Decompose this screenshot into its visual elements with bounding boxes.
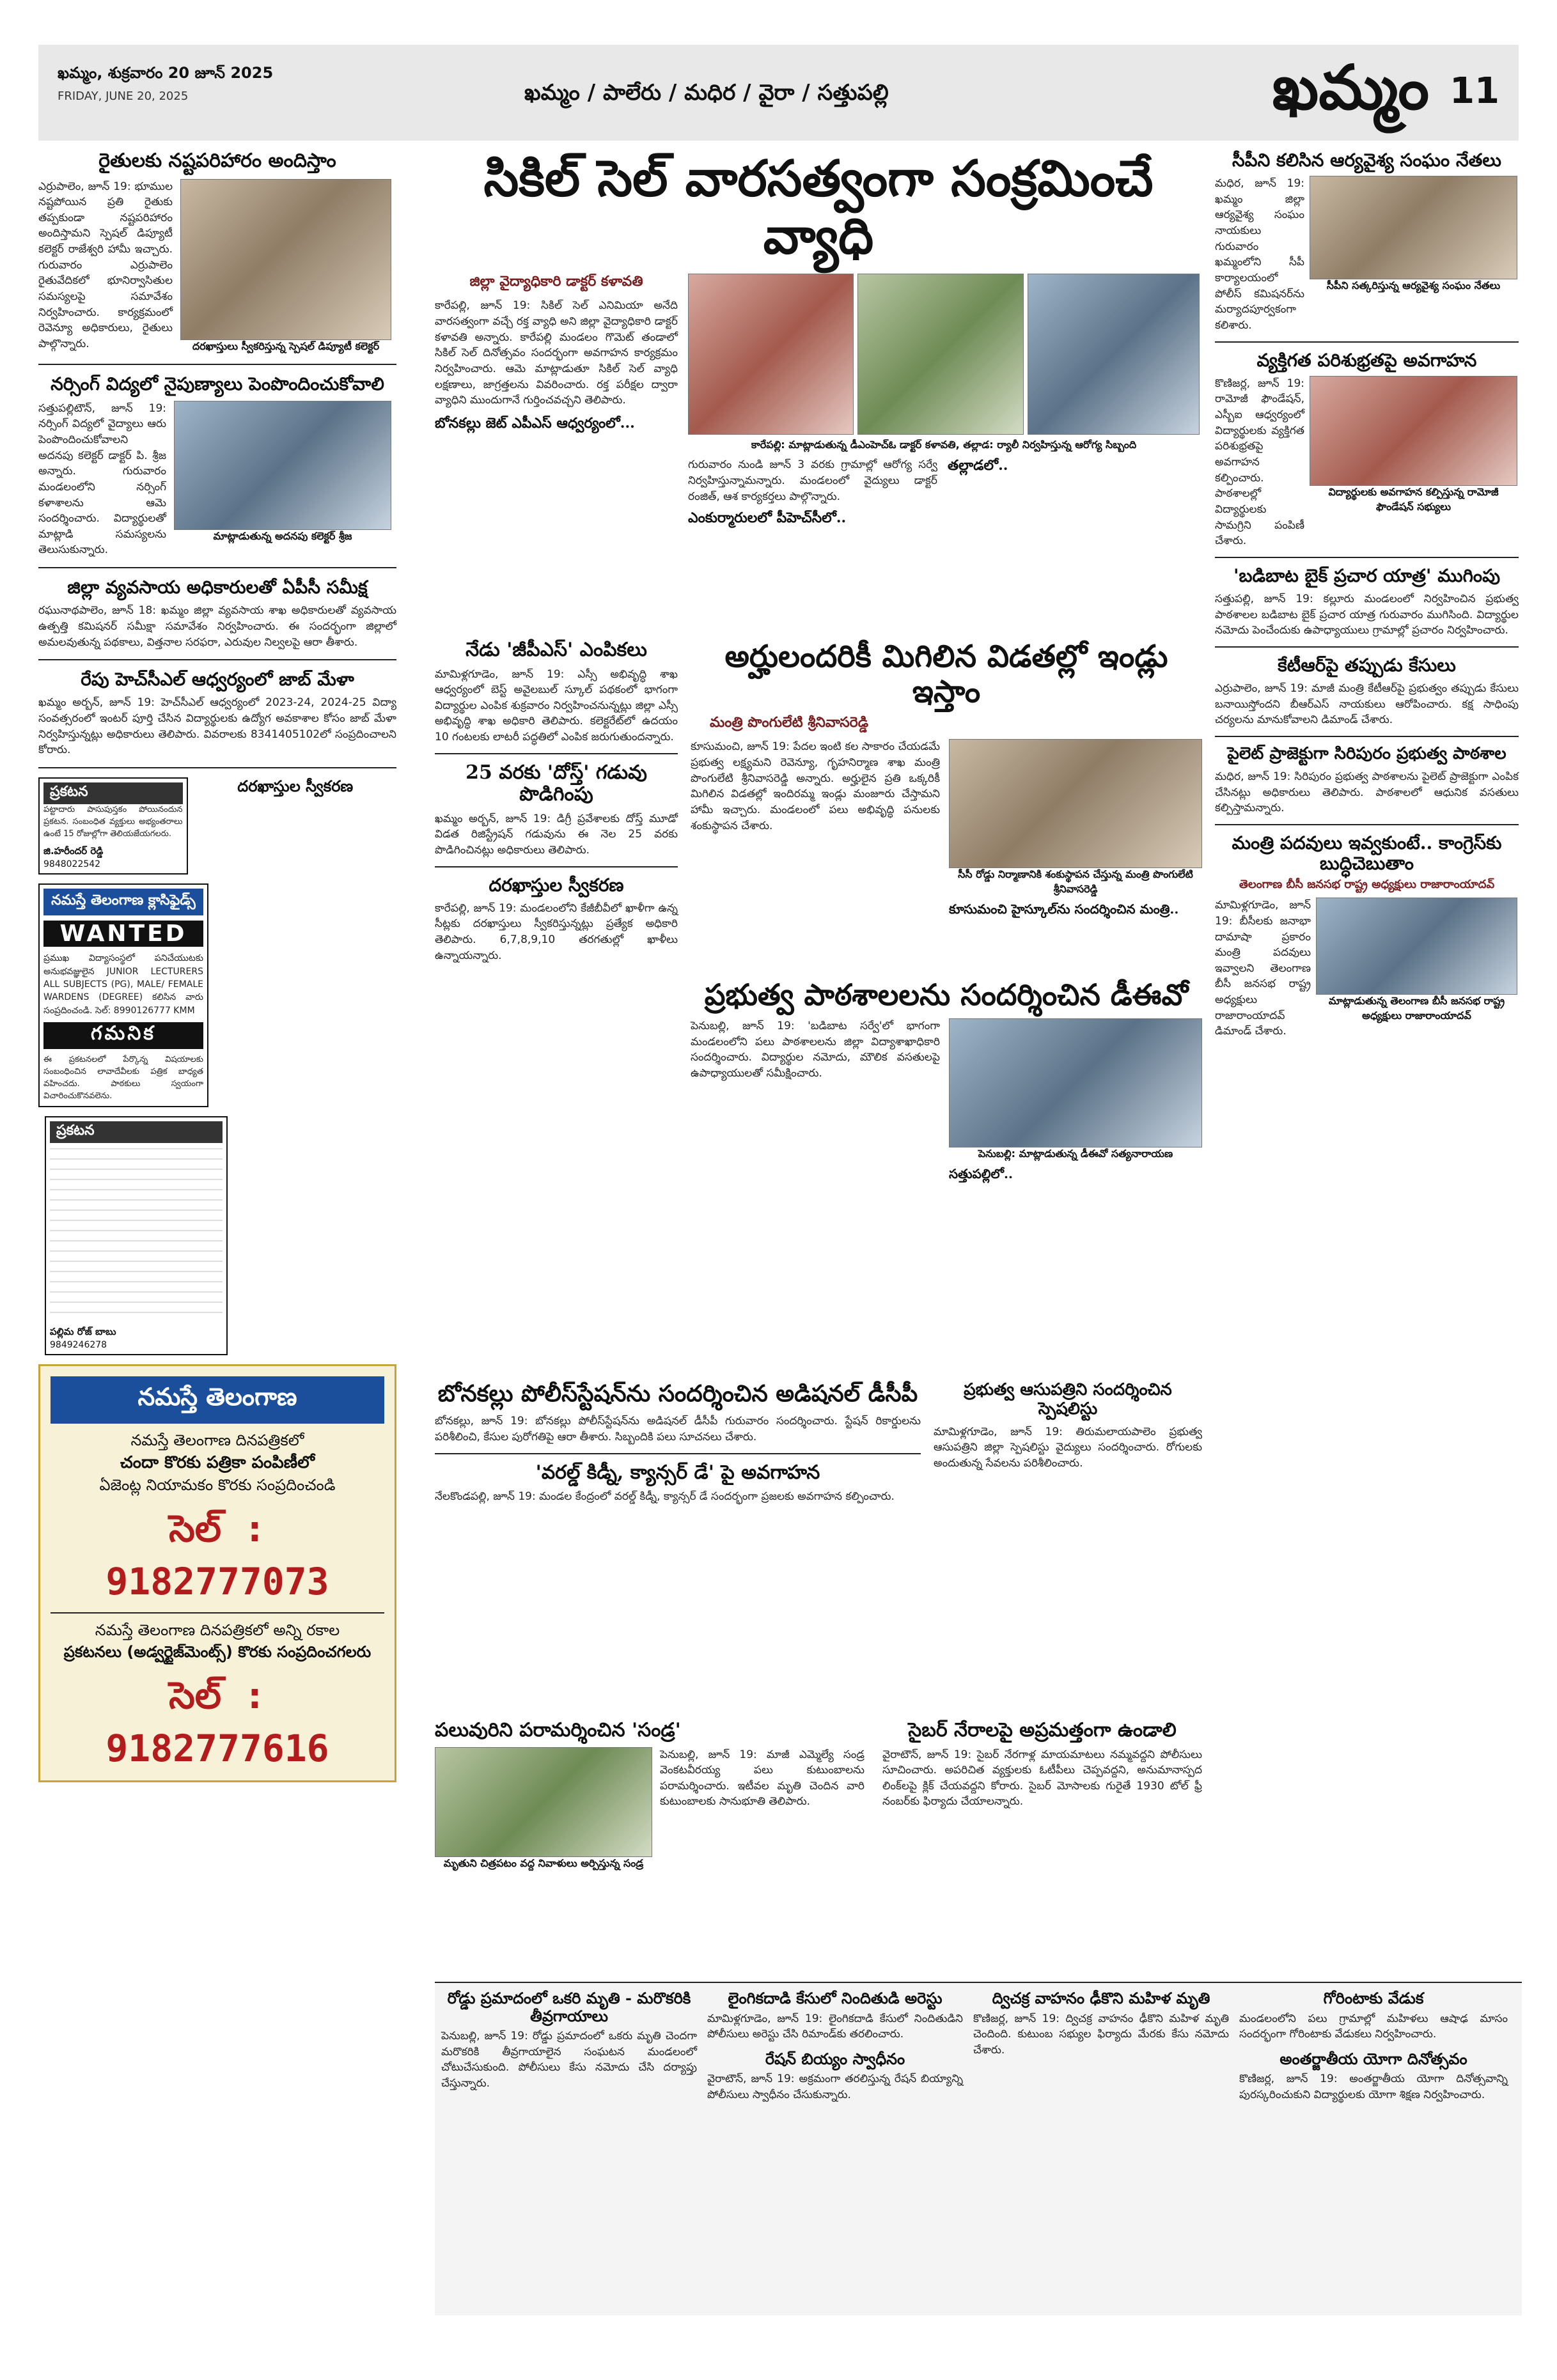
story-headline: నేడు 'జీపీఎస్' ఎంపికలు: [466, 639, 647, 661]
promo-line: నమస్తే తెలంగాణ దినపత్రికలో: [130, 1431, 304, 1450]
story-body: మామిళ్లగూడెం, జూన్ 19: బీసీలకు జనాభా దామాషా ప్రకారం మంత్రి పదవులు ఇవ్వాలని తెలంగాణ బీసీ జనసభ రాష్ట్ర అధ్యక్షులు రాజారాంయాదవ్ డిమాండ్ చేశారు.: [1215, 899, 1311, 1038]
promo-phone: సెల్ : 9182777073: [106, 1507, 329, 1604]
lead-photo: [857, 274, 1023, 435]
brief-body: వైరాటౌన్, జూన్ 19: అక్రమంగా తరలిస్తున్న రేషన్ బియ్యాన్ని పోలీసులు స్వాధీనం చేసుకున్నారు.: [707, 2073, 963, 2102]
divider: [1215, 646, 1519, 648]
legal-ad-box: [38, 777, 188, 875]
story-photo: [435, 1747, 652, 1857]
story-photo: [1310, 376, 1517, 486]
story-byline: మంత్రి పొంగులేటి శ్రీనివాసరెడ్డి: [710, 715, 868, 731]
divider: [38, 767, 396, 768]
story-headline: రైతులకు నష్టపరిహారం అందిస్తాం: [98, 150, 336, 172]
promo-brand: నమస్తే తెలంగాణ: [51, 1376, 384, 1424]
police-story: [435, 1381, 921, 1662]
story-headline: జిల్లా వ్యవసాయ అధికారులతో ఏపీసీ సమీక్ష: [67, 577, 368, 598]
lead-body: గురువారం నుండి జూన్ 3 వరకు గ్రామాల్లో ఆరోగ్య సర్వే నిర్వహిస్తున్నామన్నారు. మండలంలో వైద్యులు డాక్టర్ రంజిత్, ఆశ కార్యకర్తలు పాల్గొన్నారు.: [688, 458, 937, 503]
story-body: పెనుబల్లి, జూన్ 19: 'బడిబాట సర్వే'లో భాగంగా మండలంలోని పలు పాఠశాలలను జిల్లా విద్యాశాఖాధికారి సందర్శించారు. విద్యార్థుల నమోదు, మౌలిక వసతులపై ఉపాధ్యాయులతో సమీక్షించారు.: [691, 1019, 940, 1080]
promo-line: చందా కొరకు పత్రికా పంపిణీలో: [120, 1453, 315, 1473]
ad-phone: 9849246278: [50, 1340, 107, 1351]
legal-ad-box-2: [45, 1116, 228, 1355]
ad-label: ప్రకటన: [43, 782, 183, 804]
story-headline: బోనకల్లు పోలీస్‌స్టేషన్‌ను సందర్శించిన అడిషనల్ డీసీపీ: [437, 1380, 918, 1407]
photo-caption: మాట్లాడుతున్న తెలంగాణ బీసీ జనసభ రాష్ట్ర అధ్యక్షులు రాజారాంయాదవ్: [1328, 995, 1505, 1022]
story-body: కారేపల్లి, జూన్ 19: మండలంలోని కేజీబీవీలో ఖాళీగా ఉన్న సీట్లకు దరఖాస్తులు స్వీకరిస్తున్నట్లు ప్రత్యేక అధికారి తెలిపారు. 6,7,8,9,10 తరగతుల్లో ఖాళీలు ఉన్నాయన్నారు.: [435, 901, 678, 962]
story-headline: నర్సింగ్ విద్యలో నైపుణ్యాలు పెంపొందించుకోవాలి: [51, 373, 384, 394]
story-headline: మంత్రి పదవులు ఇవ్వకుంటే.. కాంగ్రెస్‌కు బుద్ధిచెబుతాం: [1232, 832, 1502, 875]
ad-text-block: [50, 1143, 223, 1322]
story-headline: సీపీని కలిసిన ఆర్యవైశ్య సంఘం నేతలు: [1232, 150, 1501, 171]
story-headline: పైలెట్ ప్రాజెక్టుగా సిరిపురం ప్రభుత్వ పాఠశాల: [1227, 744, 1506, 764]
brief-body: మామిళ్లగూడెం, జూన్ 19: లైంగికదాడి కేసులో నిందితుడిని పోలీసులు అరెస్టు చేసి రిమాండ్‌కు తరలించారు.: [707, 2012, 963, 2041]
story-body: మామిళ్లగూడెం, జూన్ 19: ఎస్సీ అభివృద్ధి శాఖ ఆధ్వర్యంలో బెస్ట్ అవైలబుల్ స్కూల్ పథకంలో భాగంగా విద్యార్థుల ఎంపిక శుక్రవారం నిర్వహించనున్నట్లు జిల్లా ఎస్సీ అభివృద్ధి శాఖ అధికారి తెలిపారు. కలెక్టరేట్‌లో ఉదయం 10 గంటలకు లాటరీ పద్ధతిలో ఎంపిక జరుగుతుందన్నారు.: [435, 667, 678, 744]
story-body: వైరాటౌన్, జూన్ 19: సైబర్ నేరగాళ్ల మాయమాటలు నమ్మవద్దని పోలీసులు సూచించారు. అపరిచిత వ్యక్తులకు ఓటీపీలు చెప్పవద్దని, అనుమానాస్పద లింక్‌లపై క్లిక్ చేయవద్దని కోరారు. సైబర్ మోసాలకు గురైతే 1930 టోల్ ఫ్రీ నంబర్‌కు ఫిర్యాదు చేయాలన్నారు.: [882, 1748, 1202, 1808]
divider: [51, 1612, 384, 1614]
story-body: బోనకల్లు, జూన్ 19: బోనకల్లు పోలీస్‌స్టేషన్‌ను అడిషనల్ డీసీపీ గురువారం సందర్శించారు. స్టేషన్ రికార్డులను పరిశీలించి, కేసుల పురోగతిపై ఆరా తీశారు. సిబ్బందికి పలు సూచనలు చేశారు.: [435, 1415, 921, 1444]
story-subhead: కూసుమంచి హైస్కూల్‌ను సందర్శించిన మంత్రి..: [949, 901, 1179, 917]
ad-text: పట్టాదారు పాసుపుస్తకం పోయినందున ప్రకటన. సంబంధిత వ్యక్తులు అభ్యంతరాలు ఉంటే 15 రోజుల్లోగా తెలియజేయగలరు.: [43, 804, 183, 839]
brief-headline: లైంగికదాడి కేసులో నిందితుడి అరెస్టు: [728, 1989, 943, 2007]
story-body: ఖమ్మం అర్బన్, జూన్ 19: హెచ్‌సీఎల్ ఆధ్వర్యంలో 2023-24, 2024-25 విద్యా సంవత్సరంలో ఇంటర్ పూర్తి చేసిన విద్యార్థులకు ఉద్యోగ అవకాశాల కోసం జాబ్ మేళా నిర్వహిస్తున్నట్లు అధికారులు తెలిపారు. వివరాలకు 8341405102లో సంప్రదించాలని కోరారు.: [38, 696, 396, 757]
story-photo: [180, 179, 391, 340]
story-headline: 'బడిబాట బైక్ ప్రచార యాత్ర' ముగింపు: [1233, 564, 1501, 586]
story-photo: [1316, 898, 1517, 995]
brief-headline: రేషన్ బియ్యం స్వాధీనం: [765, 2049, 905, 2068]
story-body: మధిర, జూన్ 19: సిరిపురం ప్రభుత్వ పాఠశాలను పైలెట్ ప్రాజెక్టుగా ఎంపిక చేసినట్లు అధికారులు తెలిపారు. పాఠశాలలో ఆధునిక వసతులు కల్పిస్తామన్నారు.: [1215, 770, 1519, 815]
story-headline: సైబర్ నేరాలపై అప్రమత్తంగా ఉండాలి: [908, 1719, 1177, 1741]
story-headline: దరఖాస్తుల స్వీకరణ: [489, 874, 624, 896]
lead-photo: [1028, 274, 1200, 435]
housing-story: [691, 639, 1202, 972]
header-date: ఖమ్మం, శుక్రవారం 20 జూన్ 2025: [58, 64, 274, 82]
bottom-briefs: [435, 1982, 1522, 2315]
wanted-banner: WANTED: [43, 921, 203, 947]
ad-signature: జి.హరీందర్ రెడ్డి: [43, 845, 104, 857]
story-headline: 25 వరకు 'దోస్త్' గడువు పొడిగింపు: [466, 761, 647, 806]
notice-banner: గమనిక: [43, 1022, 203, 1049]
brief-body: కొణిజర్ల, జూన్ 19: అంతర్జాతీయ యోగా దినోత్సవాన్ని పురస్కరించుకుని విద్యార్థులకు యోగా శిక్షణ నిర్వహించారు.: [1239, 2073, 1508, 2102]
photo-caption: మాట్లాడుతున్న అదనపు కలెక్టర్ శ్రీజ: [213, 529, 352, 542]
divider: [435, 753, 678, 754]
notice-text: ఈ ప్రకటనలలో పేర్కొన్న విషయాలకు సంబంధించిన లావాదేవీలకు పత్రిక బాధ్యత వహించదు. పాఠకులు స్వయంగా విచారించుకొనవలెను.: [43, 1054, 203, 1101]
story-photo: [174, 401, 391, 530]
lead-subhead: బోనకల్లు జెట్ ఎపీఎస్ ఆధ్వర్యంలో...: [435, 414, 635, 432]
cyber-story: [882, 1720, 1202, 1975]
deo-story: [691, 978, 1202, 1311]
ad-phone: 9848022542: [43, 859, 101, 870]
story-headline: రేపు హెచ్‌సీఎల్ ఆధ్వర్యంలో జాబ్ మేళా: [81, 669, 354, 690]
story-body: కూసుమంచి, జూన్ 19: పేదల ఇంటి కల సాకారం చేయడమే ప్రభుత్వ లక్ష్యమని రెవెన్యూ, గృహనిర్మాణ శాఖ మంత్రి పొంగులేటి శ్రీనివాసరెడ్డి అన్నారు. అర్హులైన ప్రతి ఒక్కరికీ మిగిలిన విడతల్లో ఇందిరమ్మ ఇండ్లు మంజూరు చేస్తామని హామీ ఇచ్చారు. మండలంలో పలు అభివృద్ధి పనులకు శంకుస్థాపన చేశారు.: [691, 740, 940, 832]
story-body: నేలకొండపల్లి, జూన్ 19: మండల కేంద్రంలో వరల్డ్ కిడ్నీ, క్యాన్సర్ డే సందర్భంగా ప్రజలకు అవగాహన కల్పించారు.: [435, 1490, 895, 1504]
story-headline: ప్రభుత్వ పాఠశాలలను సందర్శించిన డీఈవో: [704, 977, 1189, 1012]
header-date-english: FRIDAY, JUNE 20, 2025: [58, 89, 189, 103]
wanted-text: ప్రముఖ విద్యాసంస్థలో పనిచేయుటకు అనుభవజ్ఞులైన JUNIOR LECTURERS ALL SUBJECTS (PG), MALE/ FEMALE WARDENS (DEGREE) కలిసిన వారు సంప్రదించండి. సెల్: 8990126777 KMM: [43, 953, 203, 1016]
mid-left-column: [435, 639, 678, 1311]
photo-caption: దరఖాస్తులు స్వీకరిస్తున్న స్పెషల్ డిప్యూటీ కలెక్టర్: [192, 339, 380, 352]
promo-line: ప్రకటనలు (అడ్వర్టైజ్‌మెంట్స్) కొరకు సంప్రదించగలరు: [63, 1643, 372, 1661]
lead-caption: కారేపల్లి: మాట్లాడుతున్న డీఎంహెచ్ఓ డాక్టర్ కళావతి, తల్లాడ: ర్యాలీ నిర్వహిస్తున్న ఆరోగ్య సిబ్బంది: [751, 439, 1137, 451]
left-column: [38, 150, 396, 2305]
promo-line: నమస్తే తెలంగాణ దినపత్రికలో అన్ని రకాల: [95, 1621, 340, 1640]
story-headline: పలువురిని పరామర్శించిన 'సండ్ర': [435, 1719, 681, 1741]
brief-body: పెనుబల్లి, జూన్ 19: రోడ్డు ప్రమాదంలో ఒకరు మృతి చెందగా మరొకరికి తీవ్రగాయాలైన సంఘటన మండలంలో చోటుచేసుకుంది. పోలీసులు కేసు నమోదు చేసి దర్యాప్తు చేస్తున్నారు.: [441, 2030, 697, 2090]
classified-brand: నమస్తే తెలంగాణ క్లాసిఫైడ్స్: [43, 889, 203, 915]
story-body: మామిళ్లగూడెం, జూన్ 19: తిరుమలాయపాలెం ప్రభుత్వ ఆసుపత్రిని జిల్లా స్పెషలిస్టు వైద్యులు సందర్శించారు. రోగులకు అందుతున్న సేవలను పరిశీలించారు.: [934, 1425, 1202, 1470]
page-number: 11: [1450, 70, 1499, 112]
story-headline: కేటీఆర్‌పై తప్పుడు కేసులు: [1278, 654, 1456, 676]
ad-signature: పల్లిమ రోజ్ బాబు: [50, 1326, 116, 1338]
divider: [1215, 736, 1519, 737]
brief-body: మండలంలోని పలు గ్రామాల్లో మహిళలు ఆషాఢ మాసం సందర్భంగా గోరింటాకు వేడుకలు నిర్వహించారు.: [1239, 2012, 1508, 2041]
story-body: ఎర్రుపాలెం, జూన్ 19: మాజీ మంత్రి కేటీఆర్‌పై ప్రభుత్వం తప్పుడు కేసులు బనాయిస్తోందని బీఆర్‌ఎస్ నాయకులు ఆరోపించారు. కక్ష సాధింపు చర్యలను మానుకోవాలని డిమాండ్ చేశారు.: [1215, 682, 1519, 727]
sandra-story: [435, 1720, 870, 1975]
hospital-story: [934, 1381, 1202, 1662]
lead-subhead: తల్లాడలో..: [948, 457, 1008, 474]
story-body: రఘునాథపాలెం, జూన్ 18: ఖమ్మం జిల్లా వ్యవసాయ శాఖ అధికారులతో వ్యవసాయ ఉత్పత్తి కమిషనర్ సమీక్షా సమావేశం నిర్వహించారు. ఈ సందర్భంగా జిల్లాలో అమలవుతున్న పథకాలు, విత్తనాల సరఫరా, ఎరువుల నిల్వలపై ఆరా తీశారు.: [38, 604, 396, 649]
story-body: కొణిజర్ల, జూన్ 19: రామోజీ ఫౌండేషన్, ఎస్బీఐ ఆధ్వర్యంలో విద్యార్థులకు వ్యక్తిగత పరిశుభ్రతపై అవగాహన కల్పించారు. పాఠశాలల్లో విద్యార్థులకు సామగ్రిని పంపిణీ చేశారు.: [1215, 377, 1304, 548]
story-headline: వ్యక్తిగత పరిశుభ్రతపై అవగాహన: [1256, 349, 1477, 371]
story-photo: [1310, 176, 1517, 279]
promo-box: [38, 1364, 396, 1782]
story-headline: ప్రభుత్వ ఆసుపత్రిని సందర్శించిన స్పెషలిస్టు: [964, 1380, 1172, 1419]
story-body: సత్తుపల్లి, జూన్ 19: కల్లూరు మండలంలో నిర్వహించిన ప్రభుత్వ పాఠశాలల బడిబాట బైక్ ప్రచార యాత్ర గురువారం ముగిసింది. విద్యార్థుల నమోదు పెంచేందుకు ఉపాధ్యాయులు గ్రామాల్లో ప్రచారం నిర్వహించారు.: [1215, 593, 1519, 637]
right-column: [1215, 150, 1519, 1985]
photo-caption: విద్యార్థులకు అవగాహన కల్పిస్తున్న రామోజీ ఫౌండేషన్ సభ్యులు: [1328, 485, 1499, 513]
story-body: ఎర్రుపాలెం, జూన్ 19: భూముల నష్టపోయిన ప్రతి రైతుకు తప్పకుండా నష్టపరిహారం అందిస్తామని స్పెషల్ డిప్యూటీ కలెక్టర్ రాజేశ్వరి హామీ ఇచ్చారు. గురువారం ఎర్రుపాలెం రైతువేదికలో భూనిర్వాసితుల సమస్యలపై సమావేశం నిర్వహించారు. కార్యక్రమంలో రెవెన్యూ అధికారులు, రైతులు పాల్గొన్నారు.: [38, 180, 173, 350]
brief-headline: అంతర్జాతీయ యోగా దినోత్సవం: [1279, 2049, 1467, 2068]
lead-body: కారేపల్లి, జూన్ 19: సికిల్ సెల్ ఎనిమియా అనేది వారసత్వంగా వచ్చే రక్త వ్యాధి అని జిల్లా వైద్యాధికారి డాక్టర్ కళావతి అన్నారు. కారేపల్లి మండలం గొమెట్ తండాలో సికిల్ సెల్ దినోత్సవం సందర్భంగా అవగాహన కార్యక్రమం నిర్వహించారు. ఆమె మాట్లాడుతూ సికిల్ సెల్ వ్యాధి లక్షణాలు, జాగ్రత్తలను వివరించారు. రక్త పరీక్షల ద్వారా వ్యాధిని ముందుగానే గుర్తించవచ్చని తెలిపారు.: [435, 299, 678, 407]
story-body: ఖమ్మం అర్బన్, జూన్ 19: డిగ్రీ ప్రవేశాలకు దోస్త్ మూడో విడత రిజిస్ట్రేషన్ గడువును ఈ నెల 25 వరకు పొడిగించినట్లు అధికారులు తెలిపారు.: [435, 812, 678, 857]
lead-photo: [688, 274, 854, 435]
promo-line: ఏజెంట్ల నియామకం కొరకు సంప్రదించండి: [99, 1476, 336, 1495]
story-photo: [949, 739, 1202, 868]
edition-title: ఖమ్మం: [1272, 51, 1429, 123]
photo-caption: పెనుబల్లి: మాట్లాడుతున్న డీఈవో సత్యనారాయణ: [978, 1147, 1173, 1160]
divider: [1215, 557, 1519, 558]
brief-body: కొణిజర్ల, జూన్ 19: ద్విచక్ర వాహనం ఢీకొని మహిళ మృతి చెందింది. కుటుంబ సభ్యుల ఫిర్యాదు మేరకు కేసు నమోదు చేశారు.: [973, 2012, 1229, 2057]
story-headline: 'వరల్డ్ కిడ్నీ, క్యాన్సర్ డే' పై అవగాహన: [535, 1461, 820, 1484]
story-body: పెనుబల్లి, జూన్ 19: మాజీ ఎమ్మెల్యే సండ్ర వెంకటవీరయ్య పలు కుటుంబాలను పరామర్శించారు. ఇటీవల మృతి చెందిన వారి కుటుంబాలకు సానుభూతి తెలిపారు.: [660, 1748, 865, 1808]
lead-byline: జిల్లా వైద్యాధికారి డాక్టర్ కళావతి: [469, 274, 643, 290]
brief-headline: రోడ్డు ప్రమాదంలో ఒకరి మృతి - మరొకరికి తీవ్రగాయాలు: [447, 1989, 691, 2025]
promo-phone: సెల్ : 9182777616: [106, 1674, 329, 1771]
classified-box: [38, 883, 208, 1107]
story-headline: అర్హులందరికీ మిగిలిన విడతల్లో ఇండ్లు ఇస్తాం: [724, 639, 1168, 710]
page-header: [38, 45, 1519, 141]
story-body: సత్తుపల్లిటౌన్, జూన్ 19: నర్సింగ్ విద్యలో వైద్యాలు ఆరు పెంపొందించుకోవాలని అదనపు కలెక్టర్ డాక్టర్ పి. శ్రీజ అన్నారు. గురువారం మండలంలోని నర్సింగ్ కళాశాలను ఆమె సందర్శించారు. విద్యార్థులతో మాట్లాడి సమస్యలను తెలుసుకున్నారు.: [38, 401, 166, 557]
story-body: మధిర, జూన్ 19: ఖమ్మం జిల్లా ఆర్యవైశ్య సంఘం నాయకులు గురువారం ఖమ్మంలోని సీపీ కార్యాలయంలో పోలీస్ కమిషనర్‌ను మర్యాదపూర్వకంగా కలిశారు.: [1215, 177, 1304, 332]
story-subhead: సత్తుపల్లిలో..: [949, 1165, 1013, 1181]
photo-caption: సీసీ రోడ్డు నిర్మాణానికి శంకుస్థాపన చేస్తున్న మంత్రి పొంగులేటి శ్రీనివాసరెడ్డి: [958, 868, 1193, 896]
ad-label: ప్రకటన: [50, 1121, 223, 1143]
story-photo: [949, 1018, 1202, 1147]
header-places: ఖమ్మం / పాలేరు / మధిర / వైరా / సత్తుపల్లి: [524, 80, 889, 105]
photo-caption: మృతుని చిత్రపటం వద్ద నివాళులు అర్పిస్తున్న సండ్ర: [443, 1856, 644, 1869]
brief-headline: గోరింటాకు వేడుక: [1323, 1989, 1424, 2007]
brief-headline: ద్విచక్ర వాహనం ఢీకొని మహిళ మృతి: [992, 1989, 1210, 2007]
story-byline: తెలంగాణ బీసీ జనసభ రాష్ట్ర అధ్యక్షులు రాజారాంయాదవ్: [1239, 878, 1495, 892]
divider: [435, 866, 678, 867]
divider: [38, 364, 396, 365]
photo-caption: సీపీని సత్కరిస్తున్న ఆర్యవైశ్య సంఘం నేతలు: [1326, 279, 1501, 292]
story-headline: దరఖాస్తుల స్వీకరణ: [237, 776, 354, 795]
lead-headline: సికిల్ సెల్ వారసత్వంగా సంక్రమించే వ్యాధి: [483, 150, 1154, 265]
divider: [435, 1453, 921, 1454]
divider: [38, 659, 396, 660]
lead-subhead: ఎంకుర్మారులలో పీహెచ్‌సీలో..: [688, 509, 847, 527]
divider: [1215, 341, 1519, 343]
divider: [38, 567, 396, 568]
divider: [1215, 824, 1519, 825]
